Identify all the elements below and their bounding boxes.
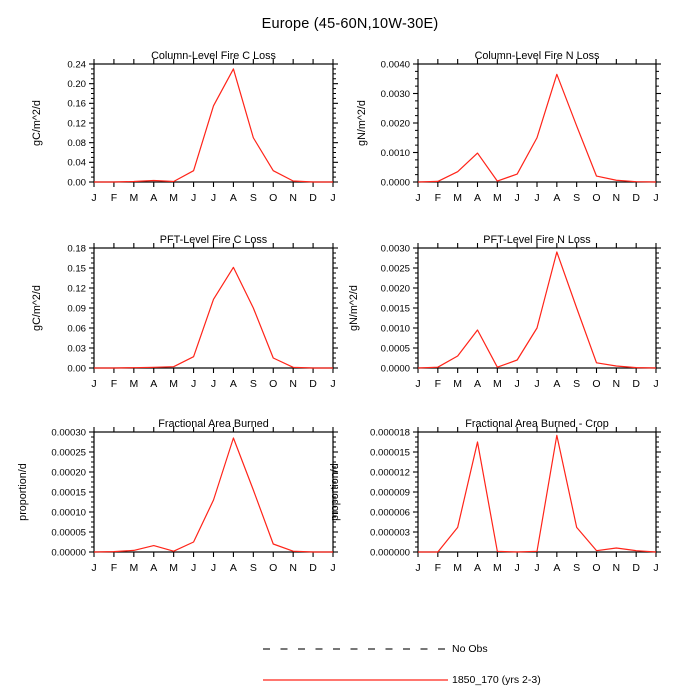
no-obs-label: No Obs [452, 643, 488, 655]
x-tick-label: M [169, 562, 179, 574]
plot-frame [94, 64, 333, 182]
x-tick-label: D [632, 192, 640, 204]
series-line [94, 267, 333, 368]
y-tick-label: 0.0030 [380, 88, 410, 100]
x-tick-label: A [229, 192, 237, 204]
y-tick-label: 0.000000 [369, 547, 410, 559]
x-tick-label: J [534, 378, 540, 390]
x-tick-label: J [210, 562, 217, 574]
x-tick-label: J [330, 192, 336, 204]
panel-title: Column-Level Fire N Loss [474, 50, 600, 62]
x-tick-label: J [534, 192, 540, 204]
y-tick-label: 0.0020 [380, 283, 410, 295]
y-tick-label: 0.00020 [51, 467, 86, 479]
x-tick-label: M [492, 192, 502, 204]
panel-title: Fractional Area Burned [158, 418, 269, 430]
x-tick-label: S [573, 192, 581, 204]
x-tick-label: M [453, 562, 463, 574]
panel-pft-level-fire-c-loss [31, 234, 338, 390]
y-tick-label: 0.0005 [380, 343, 410, 355]
x-tick-label: F [434, 562, 442, 574]
y-tick-label: 0.0000 [380, 177, 410, 189]
x-tick-label: A [553, 378, 561, 390]
y-tick-label: 0.18 [67, 243, 86, 255]
x-tick-label: J [534, 562, 540, 574]
y-tick-label: 0.09 [67, 303, 86, 315]
plot-frame [418, 248, 656, 368]
y-tick-label: 0.00010 [51, 507, 86, 519]
panel-title: PFT-Level Fire N Loss [483, 234, 591, 246]
figure-title: Europe (45-60N,10W-30E) [261, 16, 439, 32]
series-line [94, 69, 333, 182]
x-tick-label: N [289, 562, 297, 574]
x-tick-label: N [289, 378, 297, 390]
panel-column-level-fire-n-loss [356, 50, 661, 204]
y-tick-label: 0.00 [67, 363, 86, 375]
x-tick-label: F [434, 378, 442, 390]
y-tick-label: 0.00015 [51, 487, 86, 499]
x-tick-label: A [473, 378, 482, 390]
y-tick-label: 0.20 [67, 79, 86, 91]
x-tick-label: D [309, 192, 317, 204]
x-tick-label: J [91, 378, 97, 390]
y-tick-label: 0.0000 [380, 363, 410, 375]
y-tick-label: 0.000006 [369, 507, 410, 519]
x-tick-label: S [573, 378, 581, 390]
y-tick-label: 0.24 [67, 59, 86, 71]
x-tick-label: D [309, 378, 317, 390]
x-tick-label: J [210, 192, 217, 204]
x-tick-label: A [229, 378, 237, 390]
y-tick-label: 0.0010 [380, 147, 410, 159]
y-axis-label: gN/m^2/d [348, 285, 360, 331]
plot-frame [94, 432, 333, 552]
panel-fractional-area-burned-crop [329, 418, 661, 574]
x-tick-label: J [330, 562, 336, 574]
x-tick-label: M [492, 378, 502, 390]
x-tick-label: O [592, 192, 601, 204]
y-axis-label: proportion/d [329, 463, 341, 521]
x-tick-label: A [553, 562, 561, 574]
series-line [94, 438, 333, 552]
x-tick-label: S [249, 192, 257, 204]
x-tick-label: A [473, 562, 482, 574]
x-tick-label: N [612, 562, 621, 574]
y-tick-label: 0.03 [67, 343, 86, 355]
y-tick-label: 0.00025 [51, 447, 86, 459]
x-tick-label: A [473, 192, 482, 204]
x-tick-label: M [129, 562, 139, 574]
y-axis-label: proportion/d [17, 463, 29, 521]
x-tick-label: F [110, 562, 118, 574]
y-tick-label: 0.0030 [380, 243, 410, 255]
x-tick-label: J [415, 192, 421, 204]
y-tick-label: 0.12 [67, 118, 86, 130]
x-tick-label: A [150, 378, 158, 390]
panel-pft-level-fire-n-loss [348, 234, 661, 390]
x-tick-label: A [150, 192, 158, 204]
x-tick-label: N [612, 192, 621, 204]
panel-title: Fractional Area Burned - Crop [465, 418, 609, 430]
x-tick-label: M [169, 192, 179, 204]
y-tick-label: 0.00 [67, 177, 86, 189]
y-tick-label: 0.00000 [51, 547, 86, 559]
x-tick-label: J [91, 192, 97, 204]
y-tick-label: 0.06 [67, 323, 86, 335]
x-tick-label: N [289, 192, 297, 204]
y-axis-label: gN/m^2/d [356, 100, 368, 146]
y-tick-label: 0.0010 [380, 323, 410, 335]
series-line [418, 435, 656, 552]
x-tick-label: O [269, 192, 278, 204]
plot-frame [418, 64, 656, 182]
x-tick-label: F [110, 378, 118, 390]
plot-frame [94, 248, 333, 368]
x-tick-label: J [210, 378, 217, 390]
x-tick-label: M [129, 378, 139, 390]
y-tick-label: 0.00030 [51, 427, 86, 439]
y-tick-label: 0.000003 [369, 527, 410, 539]
y-tick-label: 0.000015 [369, 447, 410, 459]
no-obs-dashed-line [262, 644, 450, 654]
y-tick-label: 0.00005 [51, 527, 86, 539]
y-tick-label: 0.04 [67, 157, 86, 169]
x-tick-label: J [415, 378, 421, 390]
x-tick-label: O [269, 378, 278, 390]
panel-fractional-area-burned [17, 418, 338, 574]
x-tick-label: N [612, 378, 621, 390]
y-axis [381, 59, 661, 188]
x-tick-label: F [434, 192, 442, 204]
x-tick-label: O [592, 378, 601, 390]
x-tick-label: M [169, 378, 179, 390]
x-tick-label: O [269, 562, 278, 574]
panel-title: Column-Level Fire C Loss [151, 50, 276, 62]
y-tick-label: 0.0015 [380, 303, 410, 315]
x-tick-label: J [653, 562, 659, 574]
x-tick-label: J [330, 378, 336, 390]
x-tick-label: J [415, 562, 421, 574]
x-tick-label: D [632, 378, 640, 390]
plot-frame [418, 432, 656, 552]
series-line [418, 74, 656, 182]
x-tick-label: S [249, 378, 257, 390]
y-axis-label: gC/m^2/d [31, 285, 43, 331]
panel-column-level-fire-c-loss [31, 50, 338, 204]
y-tick-label: 0.12 [67, 283, 86, 295]
x-tick-label: J [190, 562, 197, 574]
y-tick-label: 0.0040 [380, 59, 410, 71]
y-tick-label: 0.000018 [369, 427, 410, 439]
x-tick-label: O [592, 562, 601, 574]
x-tick-label: J [190, 378, 197, 390]
x-tick-label: A [553, 192, 561, 204]
y-tick-label: 0.08 [67, 138, 86, 150]
x-tick-label: S [249, 562, 257, 574]
x-tick-label: M [453, 378, 463, 390]
x-tick-label: J [190, 192, 197, 204]
x-tick-label: J [653, 192, 659, 204]
series-legend-line [262, 675, 450, 685]
x-tick-label: M [129, 192, 139, 204]
x-tick-label: J [653, 378, 659, 390]
y-axis-label: gC/m^2/d [31, 100, 43, 146]
y-tick-label: 0.000012 [369, 467, 410, 479]
y-tick-label: 0.000009 [369, 487, 410, 499]
y-tick-label: 0.15 [67, 263, 86, 275]
x-tick-label: S [573, 562, 581, 574]
x-tick-label: M [492, 562, 502, 574]
x-tick-label: D [632, 562, 640, 574]
panel-title: PFT-Level Fire C Loss [159, 234, 268, 246]
x-tick-label: M [453, 192, 463, 204]
y-tick-label: 0.0025 [380, 263, 410, 275]
series-line [418, 252, 656, 368]
y-axis [370, 427, 661, 558]
x-tick-label: J [91, 562, 97, 574]
x-tick-label: J [514, 378, 520, 390]
series-label: 1850_170 (yrs 2-3) [452, 674, 541, 686]
y-axis [67, 243, 338, 374]
x-tick-label: J [514, 192, 520, 204]
y-tick-label: 0.0020 [380, 118, 410, 130]
x-tick-label: F [110, 192, 118, 204]
x-tick-label: A [150, 562, 158, 574]
y-axis [67, 59, 338, 188]
x-tick-label: D [309, 562, 317, 574]
x-tick-label: J [514, 562, 520, 574]
y-tick-label: 0.16 [67, 98, 86, 110]
x-tick-label: A [229, 562, 237, 574]
